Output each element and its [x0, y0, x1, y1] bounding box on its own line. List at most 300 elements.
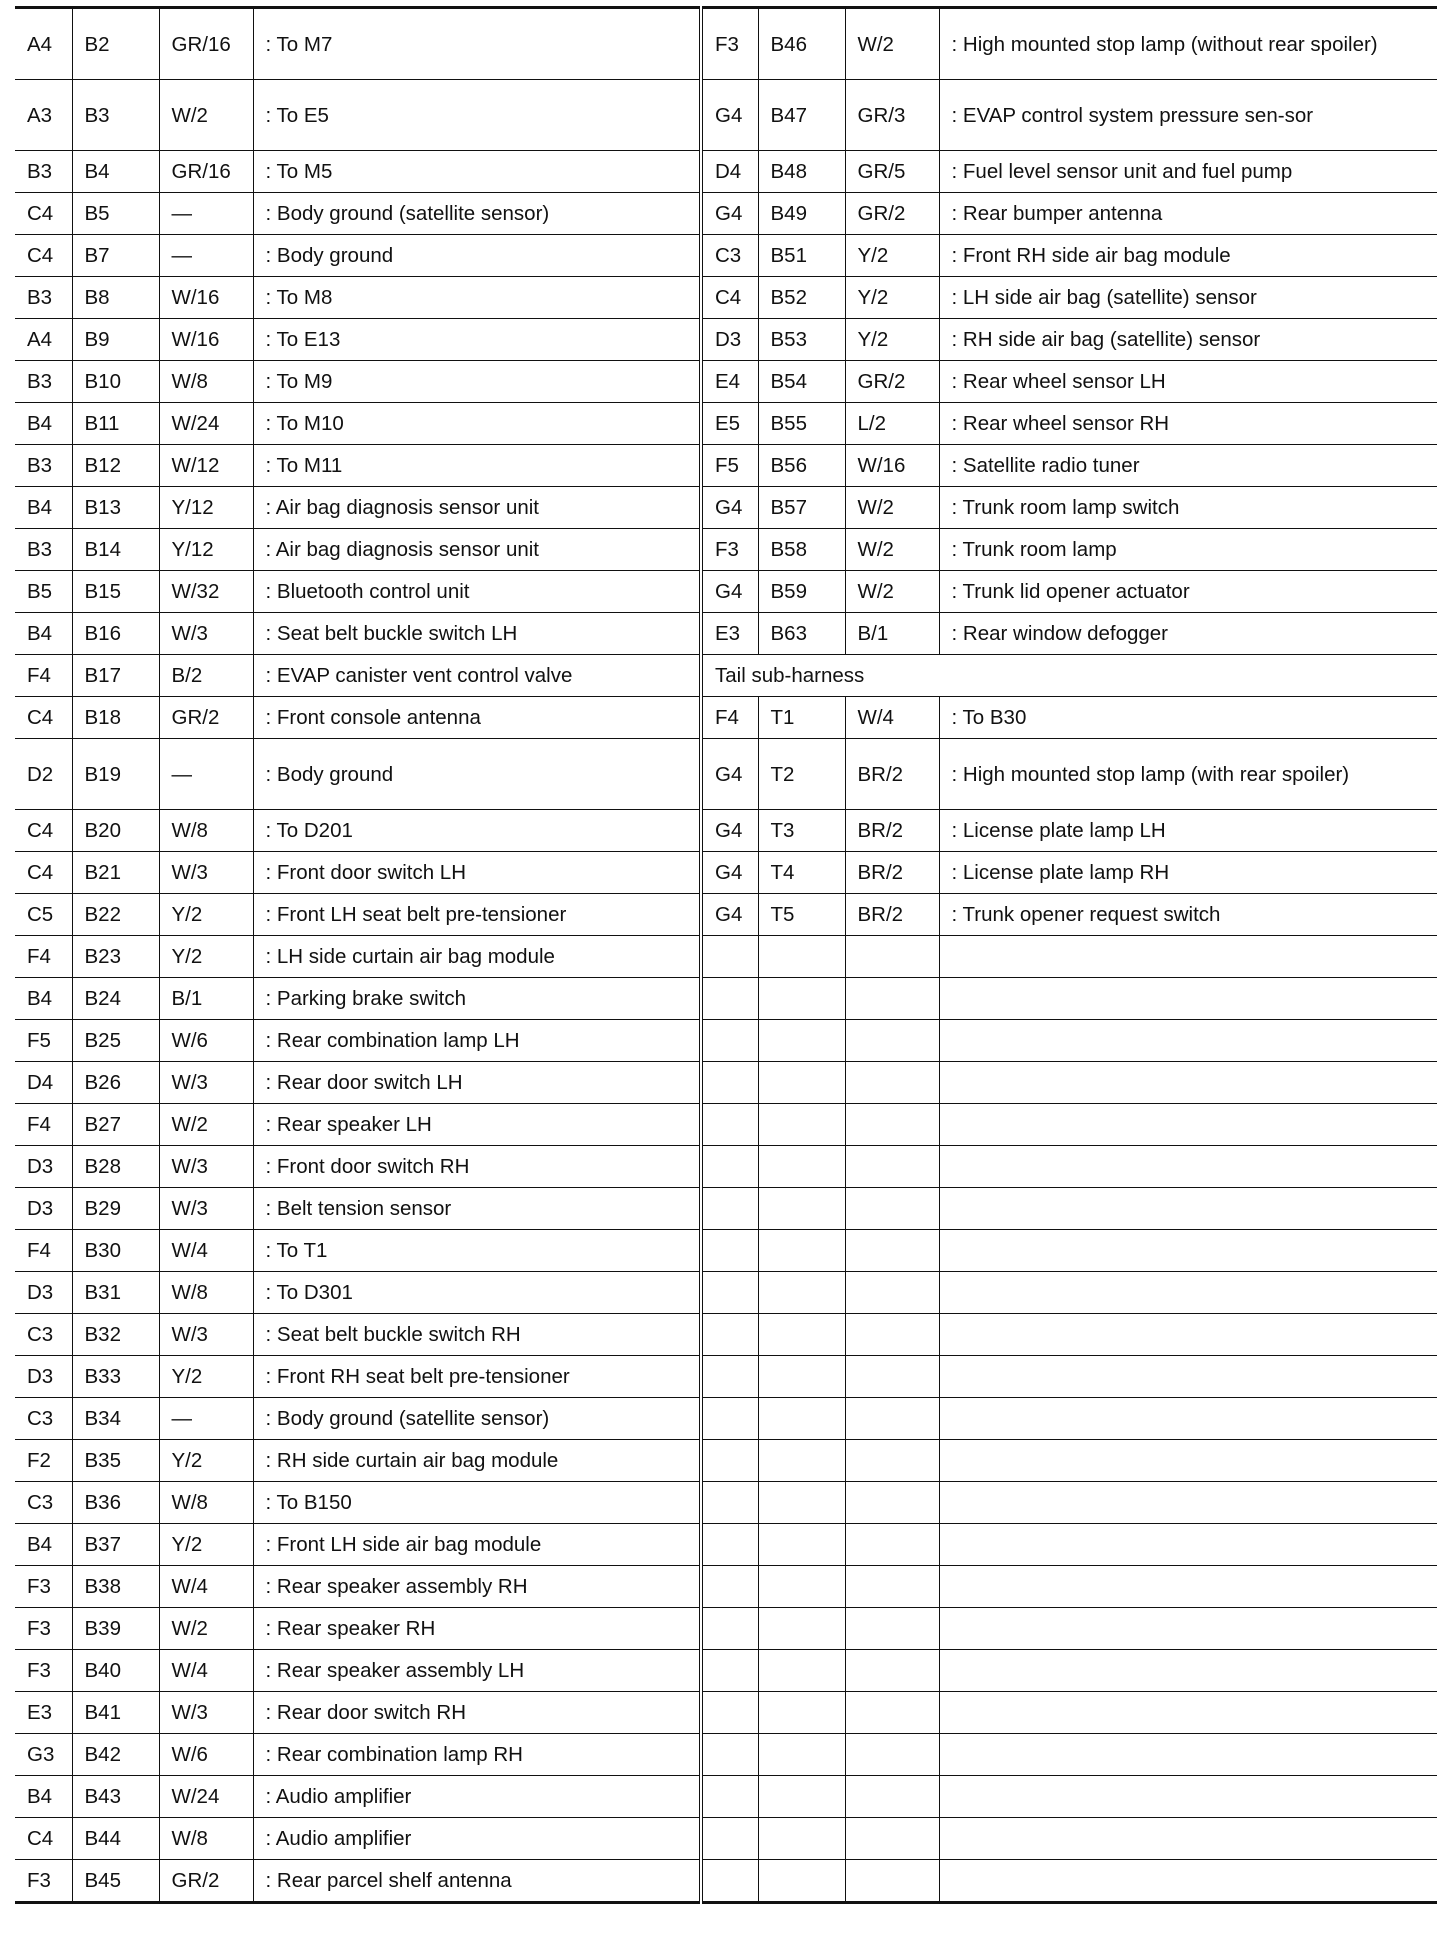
table-row: [15, 1356, 1437, 1398]
connector-cell: B45: [72, 1860, 159, 1903]
empty-cell: [758, 1734, 845, 1776]
table-row: [15, 1776, 1437, 1818]
connector-cell: B30: [72, 1230, 159, 1272]
connector-cell: B19: [72, 739, 159, 810]
grid-cell: B3: [15, 529, 72, 571]
table-row: [15, 739, 1437, 810]
grid-cell: C4: [15, 235, 72, 277]
grid-cell: C5: [15, 894, 72, 936]
empty-cell: [939, 1734, 1437, 1776]
color-pins-cell: Y/2: [845, 235, 939, 277]
description-cell: : To B30: [939, 697, 1437, 739]
grid-cell: B4: [15, 403, 72, 445]
description-cell: : To M5: [253, 151, 701, 193]
color-pins-cell: W/4: [159, 1650, 253, 1692]
empty-cell: [845, 1734, 939, 1776]
color-pins-cell: BR/2: [845, 739, 939, 810]
description-cell: : Front door switch RH: [253, 1146, 701, 1188]
description-cell: : License plate lamp RH: [939, 852, 1437, 894]
empty-cell: [758, 978, 845, 1020]
empty-cell: [845, 1524, 939, 1566]
color-pins-cell: GR/3: [845, 80, 939, 151]
grid-cell: B3: [15, 361, 72, 403]
empty-cell: [701, 1818, 758, 1860]
connector-cell: B12: [72, 445, 159, 487]
color-pins-cell: W/16: [159, 319, 253, 361]
color-pins-cell: W/3: [159, 1188, 253, 1230]
grid-cell: C4: [15, 697, 72, 739]
description-cell: : Rear wheel sensor LH: [939, 361, 1437, 403]
color-pins-cell: Y/2: [159, 1440, 253, 1482]
connector-cell: T4: [758, 852, 845, 894]
grid-cell: G4: [701, 852, 758, 894]
empty-cell: [845, 1566, 939, 1608]
grid-cell: A4: [15, 8, 72, 80]
description-cell: : Front door switch LH: [253, 852, 701, 894]
color-pins-cell: W/8: [159, 361, 253, 403]
description-cell: : To M7: [253, 8, 701, 80]
connector-cell: B15: [72, 571, 159, 613]
empty-cell: [939, 978, 1437, 1020]
grid-cell: F3: [15, 1608, 72, 1650]
color-pins-cell: Y/2: [159, 1524, 253, 1566]
color-pins-cell: GR/2: [159, 697, 253, 739]
color-pins-cell: W/4: [845, 697, 939, 739]
color-pins-cell: —: [159, 1398, 253, 1440]
description-cell: : Rear combination lamp RH: [253, 1734, 701, 1776]
table-row: [15, 1188, 1437, 1230]
empty-cell: [939, 1566, 1437, 1608]
color-pins-cell: GR/2: [845, 361, 939, 403]
grid-cell: F4: [15, 936, 72, 978]
color-pins-cell: W/3: [159, 1062, 253, 1104]
grid-cell: F4: [15, 1230, 72, 1272]
table-row: [15, 1272, 1437, 1314]
table-row: [15, 1692, 1437, 1734]
description-cell: : To E5: [253, 80, 701, 151]
empty-cell: [758, 1062, 845, 1104]
color-pins-cell: Y/2: [159, 1356, 253, 1398]
empty-cell: [845, 1482, 939, 1524]
empty-cell: [845, 1650, 939, 1692]
table-row: [15, 1398, 1437, 1440]
description-cell: : To B150: [253, 1482, 701, 1524]
color-pins-cell: W/2: [159, 80, 253, 151]
empty-cell: [845, 936, 939, 978]
empty-cell: [758, 1524, 845, 1566]
empty-cell: [701, 1398, 758, 1440]
grid-cell: C3: [15, 1398, 72, 1440]
description-cell: : Body ground (satellite sensor): [253, 1398, 701, 1440]
description-cell: : Air bag diagnosis sensor unit: [253, 529, 701, 571]
grid-cell: B4: [15, 1776, 72, 1818]
table-row: [15, 655, 1437, 697]
empty-cell: [701, 1524, 758, 1566]
color-pins-cell: W/2: [159, 1104, 253, 1146]
table-row: [15, 80, 1437, 151]
empty-cell: [845, 978, 939, 1020]
empty-cell: [758, 1608, 845, 1650]
connector-cell: B20: [72, 810, 159, 852]
empty-cell: [845, 1062, 939, 1104]
empty-cell: [845, 1860, 939, 1903]
connector-cell: B58: [758, 529, 845, 571]
description-cell: : Rear speaker LH: [253, 1104, 701, 1146]
color-pins-cell: GR/16: [159, 151, 253, 193]
table-row: [15, 529, 1437, 571]
grid-cell: B4: [15, 1524, 72, 1566]
table-row: [15, 1230, 1437, 1272]
color-pins-cell: GR/16: [159, 8, 253, 80]
empty-cell: [758, 1272, 845, 1314]
grid-cell: F3: [15, 1860, 72, 1903]
empty-cell: [758, 1818, 845, 1860]
table-row: [15, 571, 1437, 613]
table-row: [15, 1020, 1437, 1062]
empty-cell: [758, 1230, 845, 1272]
color-pins-cell: W/3: [159, 613, 253, 655]
empty-cell: [845, 1020, 939, 1062]
grid-cell: F4: [15, 1104, 72, 1146]
connector-cell: B59: [758, 571, 845, 613]
empty-cell: [939, 1272, 1437, 1314]
grid-cell: F4: [701, 697, 758, 739]
connector-cell: B2: [72, 8, 159, 80]
description-cell: : RH side air bag (satellite) sensor: [939, 319, 1437, 361]
description-cell: : Air bag diagnosis sensor unit: [253, 487, 701, 529]
empty-cell: [845, 1776, 939, 1818]
description-cell: : To M11: [253, 445, 701, 487]
color-pins-cell: BR/2: [845, 810, 939, 852]
color-pins-cell: W/8: [159, 1482, 253, 1524]
empty-cell: [701, 936, 758, 978]
color-pins-cell: GR/2: [159, 1860, 253, 1903]
table-row: [15, 1440, 1437, 1482]
description-cell: : High mounted stop lamp (without rear spoiler): [939, 8, 1437, 80]
grid-cell: G4: [701, 739, 758, 810]
connector-cell: B4: [72, 151, 159, 193]
empty-cell: [939, 1104, 1437, 1146]
grid-cell: C4: [701, 277, 758, 319]
description-cell: : Rear door switch RH: [253, 1692, 701, 1734]
description-cell: : To M10: [253, 403, 701, 445]
empty-cell: [701, 1692, 758, 1734]
color-pins-cell: W/2: [845, 487, 939, 529]
description-cell: : Audio amplifier: [253, 1818, 701, 1860]
connector-cell: B3: [72, 80, 159, 151]
empty-cell: [939, 1062, 1437, 1104]
description-cell: : To E13: [253, 319, 701, 361]
color-pins-cell: B/1: [845, 613, 939, 655]
table-row: [15, 445, 1437, 487]
connector-cell: B8: [72, 277, 159, 319]
table-row: [15, 1104, 1437, 1146]
grid-cell: D3: [15, 1188, 72, 1230]
connector-cell: B31: [72, 1272, 159, 1314]
connector-cell: B18: [72, 697, 159, 739]
description-cell: : License plate lamp LH: [939, 810, 1437, 852]
connector-cell: B17: [72, 655, 159, 697]
empty-cell: [845, 1398, 939, 1440]
color-pins-cell: Y/12: [159, 487, 253, 529]
empty-cell: [939, 1524, 1437, 1566]
connector-cell: B33: [72, 1356, 159, 1398]
grid-cell: C3: [701, 235, 758, 277]
table-row: [15, 936, 1437, 978]
color-pins-cell: W/2: [845, 529, 939, 571]
table-row: [15, 319, 1437, 361]
description-cell: : Bluetooth control unit: [253, 571, 701, 613]
grid-cell: D2: [15, 739, 72, 810]
grid-cell: E4: [701, 361, 758, 403]
table-row: [15, 1860, 1437, 1903]
empty-cell: [939, 1146, 1437, 1188]
connector-cell: B34: [72, 1398, 159, 1440]
connector-cell: B42: [72, 1734, 159, 1776]
description-cell: : Body ground: [253, 739, 701, 810]
description-cell: : Seat belt buckle switch LH: [253, 613, 701, 655]
description-cell: : To M9: [253, 361, 701, 403]
empty-cell: [758, 1020, 845, 1062]
description-cell: : Front LH side air bag module: [253, 1524, 701, 1566]
connector-cell: B25: [72, 1020, 159, 1062]
empty-cell: [758, 1860, 845, 1903]
color-pins-cell: W/4: [159, 1566, 253, 1608]
empty-cell: [701, 978, 758, 1020]
color-pins-cell: W/2: [845, 571, 939, 613]
grid-cell: C4: [15, 852, 72, 894]
empty-cell: [758, 1440, 845, 1482]
table-row: [15, 852, 1437, 894]
grid-cell: B3: [15, 445, 72, 487]
description-cell: : Rear wheel sensor RH: [939, 403, 1437, 445]
empty-cell: [701, 1608, 758, 1650]
empty-cell: [845, 1356, 939, 1398]
section-heading: Tail sub-harness: [701, 655, 1437, 697]
table-row: [15, 1482, 1437, 1524]
grid-cell: F5: [15, 1020, 72, 1062]
connector-cell: B44: [72, 1818, 159, 1860]
connector-cell: B23: [72, 936, 159, 978]
empty-cell: [701, 1146, 758, 1188]
empty-cell: [701, 1860, 758, 1903]
description-cell: : To D201: [253, 810, 701, 852]
table-row: [15, 487, 1437, 529]
table-row: [15, 894, 1437, 936]
table-row: [15, 1566, 1437, 1608]
connector-cell: B49: [758, 193, 845, 235]
empty-cell: [939, 1020, 1437, 1062]
description-cell: : Front LH seat belt pre-tensioner: [253, 894, 701, 936]
table-row: [15, 1314, 1437, 1356]
grid-cell: D3: [15, 1146, 72, 1188]
description-cell: : RH side curtain air bag module: [253, 1440, 701, 1482]
grid-cell: B4: [15, 487, 72, 529]
grid-cell: G4: [701, 810, 758, 852]
description-cell: : High mounted stop lamp (with rear spoiler): [939, 739, 1437, 810]
color-pins-cell: Y/12: [159, 529, 253, 571]
table-row: [15, 1524, 1437, 1566]
empty-cell: [758, 1356, 845, 1398]
empty-cell: [758, 1482, 845, 1524]
empty-cell: [845, 1440, 939, 1482]
connector-index-page: [15, 6, 1437, 1950]
empty-cell: [701, 1188, 758, 1230]
color-pins-cell: W/16: [159, 277, 253, 319]
grid-cell: G4: [701, 80, 758, 151]
grid-cell: F5: [701, 445, 758, 487]
grid-cell: C3: [15, 1482, 72, 1524]
connector-cell: B57: [758, 487, 845, 529]
connector-cell: T5: [758, 894, 845, 936]
connector-cell: B22: [72, 894, 159, 936]
description-cell: : Front console antenna: [253, 697, 701, 739]
color-pins-cell: GR/2: [845, 193, 939, 235]
description-cell: : Audio amplifier: [253, 1776, 701, 1818]
description-cell: : Rear speaker assembly RH: [253, 1566, 701, 1608]
color-pins-cell: —: [159, 739, 253, 810]
empty-cell: [939, 1314, 1437, 1356]
connector-cell: B37: [72, 1524, 159, 1566]
grid-cell: A4: [15, 319, 72, 361]
description-cell: : To T1: [253, 1230, 701, 1272]
color-pins-cell: W/6: [159, 1020, 253, 1062]
empty-cell: [845, 1314, 939, 1356]
empty-cell: [845, 1272, 939, 1314]
description-cell: : Rear window defogger: [939, 613, 1437, 655]
color-pins-cell: L/2: [845, 403, 939, 445]
empty-cell: [701, 1356, 758, 1398]
connector-cell: B9: [72, 319, 159, 361]
connector-cell: B16: [72, 613, 159, 655]
description-cell: : To D301: [253, 1272, 701, 1314]
empty-cell: [939, 1860, 1437, 1903]
description-cell: : Trunk room lamp: [939, 529, 1437, 571]
connector-cell: B63: [758, 613, 845, 655]
grid-cell: D3: [15, 1272, 72, 1314]
table-row: [15, 277, 1437, 319]
grid-cell: C4: [15, 193, 72, 235]
description-cell: : Trunk lid opener actuator: [939, 571, 1437, 613]
empty-cell: [701, 1230, 758, 1272]
connector-cell: B40: [72, 1650, 159, 1692]
table-row: [15, 697, 1437, 739]
empty-cell: [701, 1776, 758, 1818]
empty-cell: [939, 1482, 1437, 1524]
grid-cell: D3: [15, 1356, 72, 1398]
description-cell: : To M8: [253, 277, 701, 319]
grid-cell: B5: [15, 571, 72, 613]
connector-cell: B43: [72, 1776, 159, 1818]
grid-cell: G3: [15, 1734, 72, 1776]
empty-cell: [939, 1608, 1437, 1650]
grid-cell: D4: [701, 151, 758, 193]
empty-cell: [939, 1230, 1437, 1272]
empty-cell: [701, 1272, 758, 1314]
connector-cell: B13: [72, 487, 159, 529]
color-pins-cell: W/3: [159, 1692, 253, 1734]
table-row: [15, 810, 1437, 852]
color-pins-cell: W/32: [159, 571, 253, 613]
grid-cell: F4: [15, 655, 72, 697]
empty-cell: [758, 1188, 845, 1230]
color-pins-cell: W/3: [159, 1146, 253, 1188]
grid-cell: F3: [701, 8, 758, 80]
empty-cell: [939, 1440, 1437, 1482]
color-pins-cell: W/8: [159, 810, 253, 852]
color-pins-cell: W/3: [159, 1314, 253, 1356]
grid-cell: F3: [15, 1650, 72, 1692]
table-row: [15, 1608, 1437, 1650]
grid-cell: F3: [15, 1566, 72, 1608]
table-row: [15, 361, 1437, 403]
empty-cell: [939, 1650, 1437, 1692]
description-cell: : Rear speaker RH: [253, 1608, 701, 1650]
description-cell: : Belt tension sensor: [253, 1188, 701, 1230]
connector-cell: B28: [72, 1146, 159, 1188]
grid-cell: B3: [15, 277, 72, 319]
empty-cell: [845, 1608, 939, 1650]
connector-cell: B14: [72, 529, 159, 571]
empty-cell: [939, 1188, 1437, 1230]
empty-cell: [758, 1776, 845, 1818]
connector-cell: B55: [758, 403, 845, 445]
table-row: [15, 151, 1437, 193]
connector-cell: B56: [758, 445, 845, 487]
empty-cell: [701, 1020, 758, 1062]
description-cell: : Trunk room lamp switch: [939, 487, 1437, 529]
grid-cell: F3: [701, 529, 758, 571]
empty-cell: [701, 1062, 758, 1104]
color-pins-cell: W/24: [159, 1776, 253, 1818]
color-pins-cell: W/8: [159, 1818, 253, 1860]
empty-cell: [845, 1692, 939, 1734]
table-row: [15, 193, 1437, 235]
table-row: [15, 8, 1437, 80]
description-cell: : EVAP control system pressure sen-sor: [939, 80, 1437, 151]
description-cell: : EVAP canister vent control valve: [253, 655, 701, 697]
empty-cell: [758, 1146, 845, 1188]
table-row: [15, 1734, 1437, 1776]
connector-cell: B10: [72, 361, 159, 403]
empty-cell: [845, 1104, 939, 1146]
connector-cell: B38: [72, 1566, 159, 1608]
empty-cell: [758, 1692, 845, 1734]
description-cell: : LH side curtain air bag module: [253, 936, 701, 978]
grid-cell: G4: [701, 193, 758, 235]
color-pins-cell: W/4: [159, 1230, 253, 1272]
grid-cell: D4: [15, 1062, 72, 1104]
empty-cell: [939, 936, 1437, 978]
color-pins-cell: Y/2: [159, 894, 253, 936]
description-cell: : Satellite radio tuner: [939, 445, 1437, 487]
color-pins-cell: GR/5: [845, 151, 939, 193]
empty-cell: [939, 1776, 1437, 1818]
grid-cell: C3: [15, 1314, 72, 1356]
grid-cell: C4: [15, 810, 72, 852]
description-cell: : Trunk opener request switch: [939, 894, 1437, 936]
connector-cell: T3: [758, 810, 845, 852]
description-cell: : Front RH side air bag module: [939, 235, 1437, 277]
connector-cell: T1: [758, 697, 845, 739]
connector-cell: B32: [72, 1314, 159, 1356]
connector-cell: B21: [72, 852, 159, 894]
connector-cell: B26: [72, 1062, 159, 1104]
description-cell: : Parking brake switch: [253, 978, 701, 1020]
empty-cell: [701, 1734, 758, 1776]
empty-cell: [758, 1566, 845, 1608]
connector-cell: B29: [72, 1188, 159, 1230]
